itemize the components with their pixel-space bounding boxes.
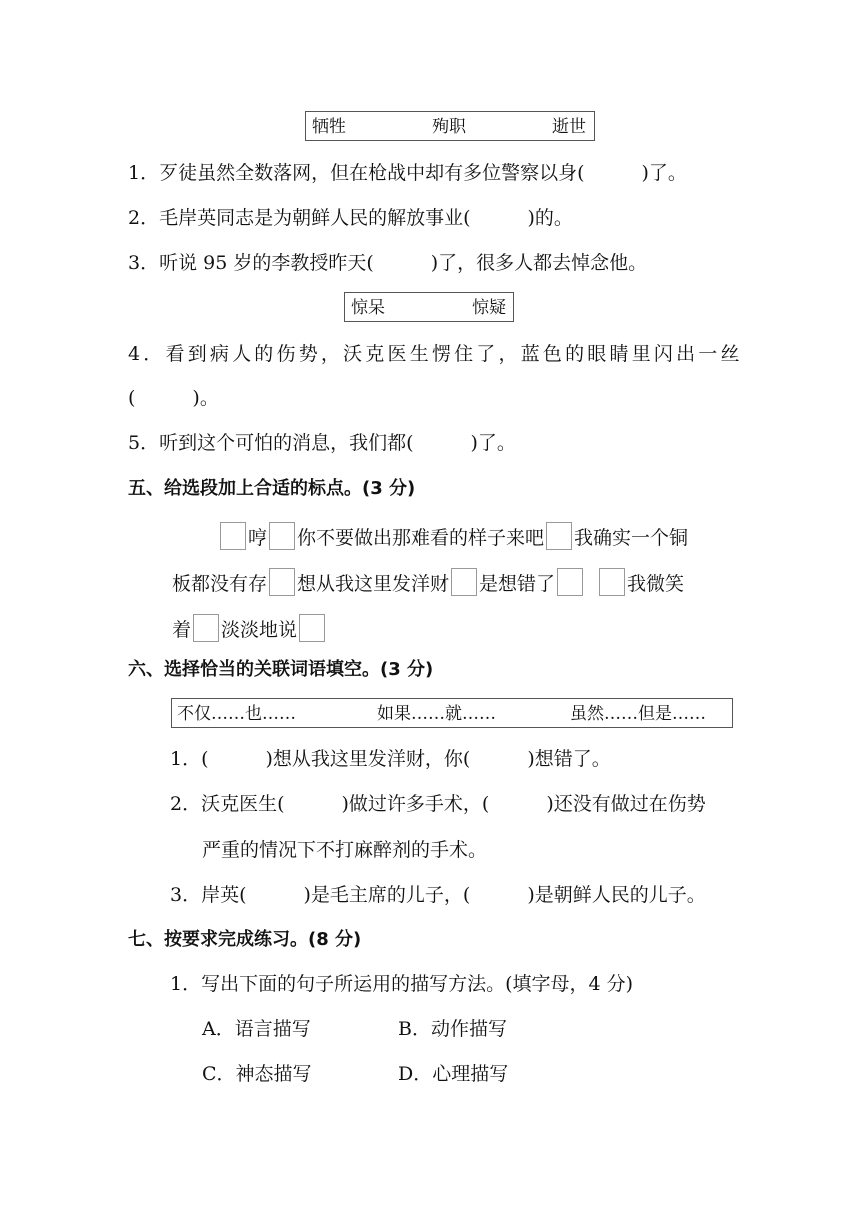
word-option: 惊呆: [351, 298, 385, 318]
section-7-question-1: 1．写出下面的句子所运用的描写方法。(填字母，4 分): [170, 973, 634, 995]
punctuation-box[interactable]: [546, 522, 572, 550]
punctuation-box[interactable]: [269, 522, 295, 550]
passage-text: 板都没有存: [172, 573, 268, 595]
word-box-3: [171, 698, 733, 728]
word-option: 逝世: [552, 117, 586, 137]
section-6-question-2-cont: 严重的情况下不打麻醉剂的手术。: [202, 839, 488, 861]
option-a: A．语言描写: [202, 1018, 311, 1040]
punctuation-box[interactable]: [451, 568, 477, 596]
option-d: D．心理描写: [398, 1063, 509, 1085]
question-4-blank: ( )。: [128, 387, 219, 409]
passage-text: 你不要做出那难看的样子来吧: [297, 527, 545, 549]
word-option: 如果……就……: [377, 704, 496, 724]
word-box-1: [305, 111, 595, 141]
option-b: B．动作描写: [398, 1018, 507, 1040]
punctuation-line-3: [172, 614, 327, 643]
word-box-2: [344, 292, 514, 322]
word-option: 牺牲: [312, 117, 346, 137]
punctuation-line-1: [218, 522, 688, 551]
section-6-question-2: 2．沃克医生( )做过许多手术，( )还没有做过在伤势: [170, 793, 706, 815]
punctuation-line-2: [172, 568, 684, 597]
word-option: 殉职: [432, 117, 466, 137]
word-option: 惊疑: [472, 298, 506, 318]
punctuation-box[interactable]: [193, 614, 219, 642]
passage-text: 我微笑: [627, 573, 685, 595]
question-4: 4．看到病人的伤势，沃克医生愣住了，蓝色的眼睛里闪出一丝: [128, 343, 743, 365]
section-6-question-1: 1．( )想从我这里发洋财，你( )想错了。: [170, 748, 611, 770]
passage-text: 想从我这里发洋财: [297, 573, 450, 595]
passage-text: 哼: [248, 527, 268, 549]
passage-text: 着: [172, 619, 192, 641]
punctuation-box[interactable]: [220, 522, 246, 550]
option-c: C．神态描写: [202, 1063, 312, 1085]
punctuation-box[interactable]: [557, 568, 583, 596]
word-option: 虽然……但是……: [570, 704, 706, 724]
passage-text: 是想错了: [479, 573, 556, 595]
passage-text: 淡淡地说: [221, 619, 298, 641]
section-6-question-3: 3．岸英( )是毛主席的儿子，( )是朝鲜人民的儿子。: [170, 884, 706, 906]
word-option: 不仅……也……: [177, 704, 296, 724]
question-5: 5．听到这个可怕的消息，我们都( )了。: [128, 432, 516, 454]
punctuation-box[interactable]: [269, 568, 295, 596]
passage-text: 我确实一个铜: [574, 527, 689, 549]
section-7-heading: 七、按要求完成练习。(8 分): [128, 929, 362, 950]
question-2: 2．毛岸英同志是为朝鲜人民的解放事业( )的。: [128, 207, 573, 229]
punctuation-box[interactable]: [599, 568, 625, 596]
question-1: 1．歹徒虽然全数落网，但在枪战中却有多位警察以身( )了。: [128, 162, 687, 184]
section-6-heading: 六、选择恰当的关联词语填空。(3 分): [128, 659, 434, 680]
section-5-heading: 五、给选段加上合适的标点。(3 分): [128, 478, 416, 499]
question-3: 3．听说 95 岁的李教授昨天( )了，很多人都去悼念他。: [128, 252, 648, 274]
punctuation-box[interactable]: [299, 614, 325, 642]
